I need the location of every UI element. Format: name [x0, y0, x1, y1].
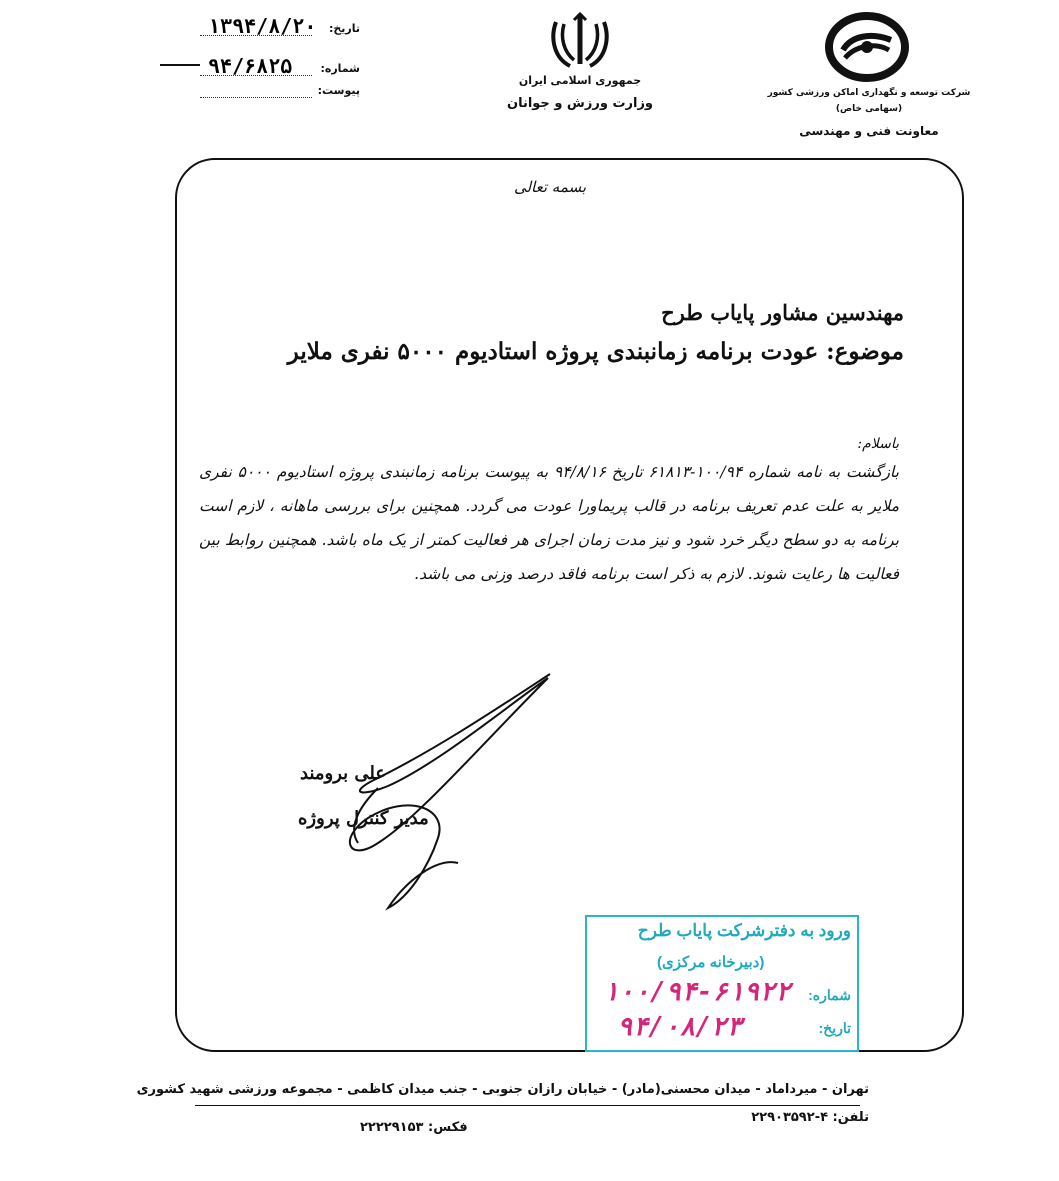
attachment-label: پیوست:: [317, 84, 360, 97]
footer-divider: [195, 1105, 860, 1106]
company-line3: معاونت فنی و مهندسی: [799, 124, 939, 138]
stamp-number-value: ۱۰۰/۹۴-۶۱۹۲۲: [603, 977, 791, 1007]
stamp-line1: ورود به دفترشرکت پایاب طرح: [637, 921, 851, 940]
addressee: مهندسین مشاور پایاب طرح: [661, 300, 904, 325]
footer-address: تهران - میرداماد - میدان محسنی(مادر) - خیابان رازان جنوبی - جنب میدان کاظمی - مجموعه ورزشی شهید کشوری: [136, 1082, 869, 1097]
date-value: ۱۳۹۴/۸/۲۰: [208, 14, 317, 38]
signer-title: مدیر کنترل پروژه: [298, 808, 429, 829]
attachment-line: [200, 97, 312, 98]
company-logo-icon: [825, 12, 909, 82]
attachment-field: [200, 80, 360, 100]
signer-name: علی برومند: [300, 763, 387, 784]
footer-fax: فکس: ۲۲۲۲۹۱۵۳: [360, 1120, 468, 1135]
iran-emblem-icon: [548, 10, 612, 72]
subject: موضوع: عودت برنامه زمانبندی پروژه استادیوم ۵۰۰۰ نفری ملایر: [287, 338, 904, 365]
number-label: شماره:: [320, 62, 360, 75]
ministry-line2: وزارت ورزش و جوانان: [506, 96, 654, 111]
letter-body: بازگشت به نامه شماره ۱۰۰/۹۴-۶۱۸۱۳ تاریخ ۹۴/۸/۱۶ به پیوست برنامه زمانبندی پروژه استادیوم ۵۰۰۰ نفری ملایر به علت عدم تعریف برنامه در قالب پریماورا عودت می گردد. همچنین برای بررسی ماهانه ، لازم است برنامه به دو سطح دیگر خرد شود و نیز مدت زمان اجرای هر فعالیت کمتر از یک ماه باشد. همچنین روابط بین فعالیت ها رعایت شوند. لازم به ذکر است برنامه فاقد درصد وزنی می باشد.: [199, 463, 899, 583]
stamp-date-label: تاریخ:: [818, 1020, 851, 1036]
date-label: تاریخ:: [328, 22, 360, 35]
ministry-line1: جمهوری اسلامی ایران: [518, 74, 642, 87]
number-value: ۹۴/۶۸۲۵: [208, 54, 293, 78]
stamp-line2: (دبیرخانه مرکزی): [657, 954, 765, 971]
number-field: [200, 52, 360, 78]
stamp-number-label: شماره:: [808, 987, 851, 1003]
greeting: باسلام:: [857, 436, 899, 452]
scribble-line: [160, 64, 200, 66]
company-line2: (سهامی خاص): [835, 104, 903, 114]
stamp-date-value: ۹۴/۰۸/۲۳: [617, 1012, 743, 1042]
company-line1: شرکت توسعه و نگهداری اماکن ورزشی کشور: [767, 88, 971, 98]
date-field: [200, 12, 360, 38]
signature-icon: [318, 668, 558, 918]
bismillah: بسمه تعالی: [513, 178, 587, 196]
footer-phone: تلفن: ۴-۲۲۹۰۳۵۹۲: [751, 1110, 869, 1125]
received-stamp: [585, 915, 859, 1052]
